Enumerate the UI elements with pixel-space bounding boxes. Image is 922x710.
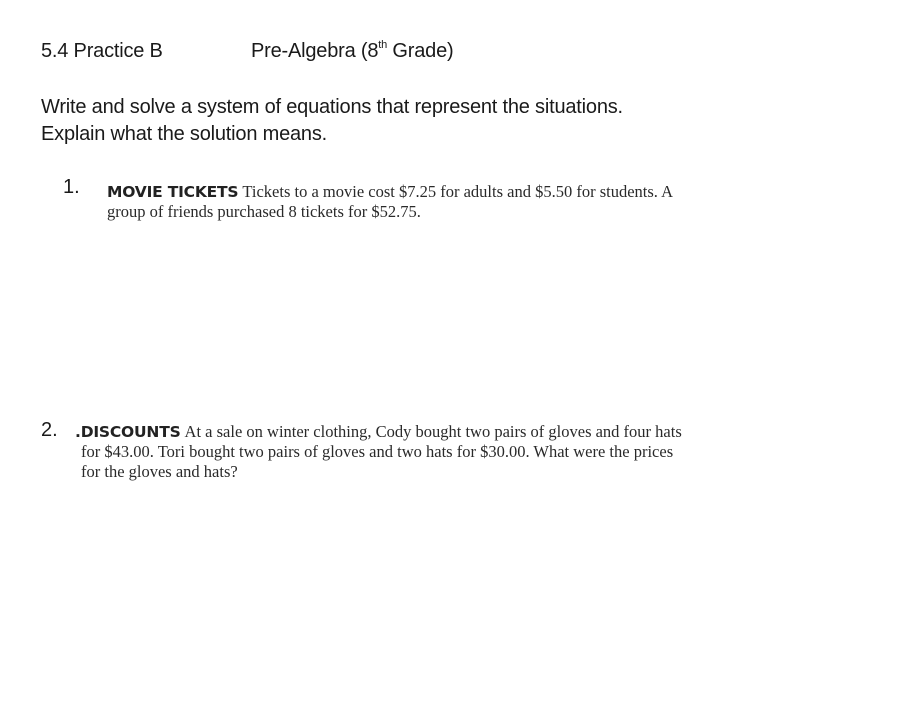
question-1-line-1-text: Tickets to a movie cost $7.25 for adults and $5.50 for students. A (242, 182, 674, 201)
question-1-text (107, 182, 747, 222)
question-2-number: 2. (41, 419, 58, 441)
section-title: 5.4 Practice B (41, 40, 163, 62)
instructions-line-2: Explain what the solution means. (41, 123, 327, 145)
question-2-text (75, 422, 765, 482)
question-2-line-1 (75, 422, 765, 442)
question-2-line-2: for $43.00. Tori bought two pairs of gloves and two hats for $30.00. What were the prices (81, 442, 674, 461)
question-1-number: 1. (63, 176, 80, 198)
question-1-line-2: group of friends purchased 8 tickets for $52.75. (107, 202, 421, 221)
course-title-prefix: Pre-Algebra (8 (251, 40, 379, 62)
course-title-suffix: Grade) (387, 40, 454, 62)
instructions (41, 94, 623, 148)
question-2-line-3: for the gloves and hats? (81, 462, 238, 481)
question-2-line-1-text: At a sale on winter clothing, Cody bought two pairs of gloves and four hats (184, 422, 682, 441)
question-2-title: .DISCOUNTS (75, 423, 181, 441)
course-title (251, 40, 453, 63)
question-1-line-1 (107, 182, 747, 202)
question-1-title: MOVIE TICKETS (107, 183, 239, 201)
course-title-superscript: th (378, 39, 388, 51)
instructions-line-1: Write and solve a system of equations that represent the situations. (41, 96, 623, 118)
